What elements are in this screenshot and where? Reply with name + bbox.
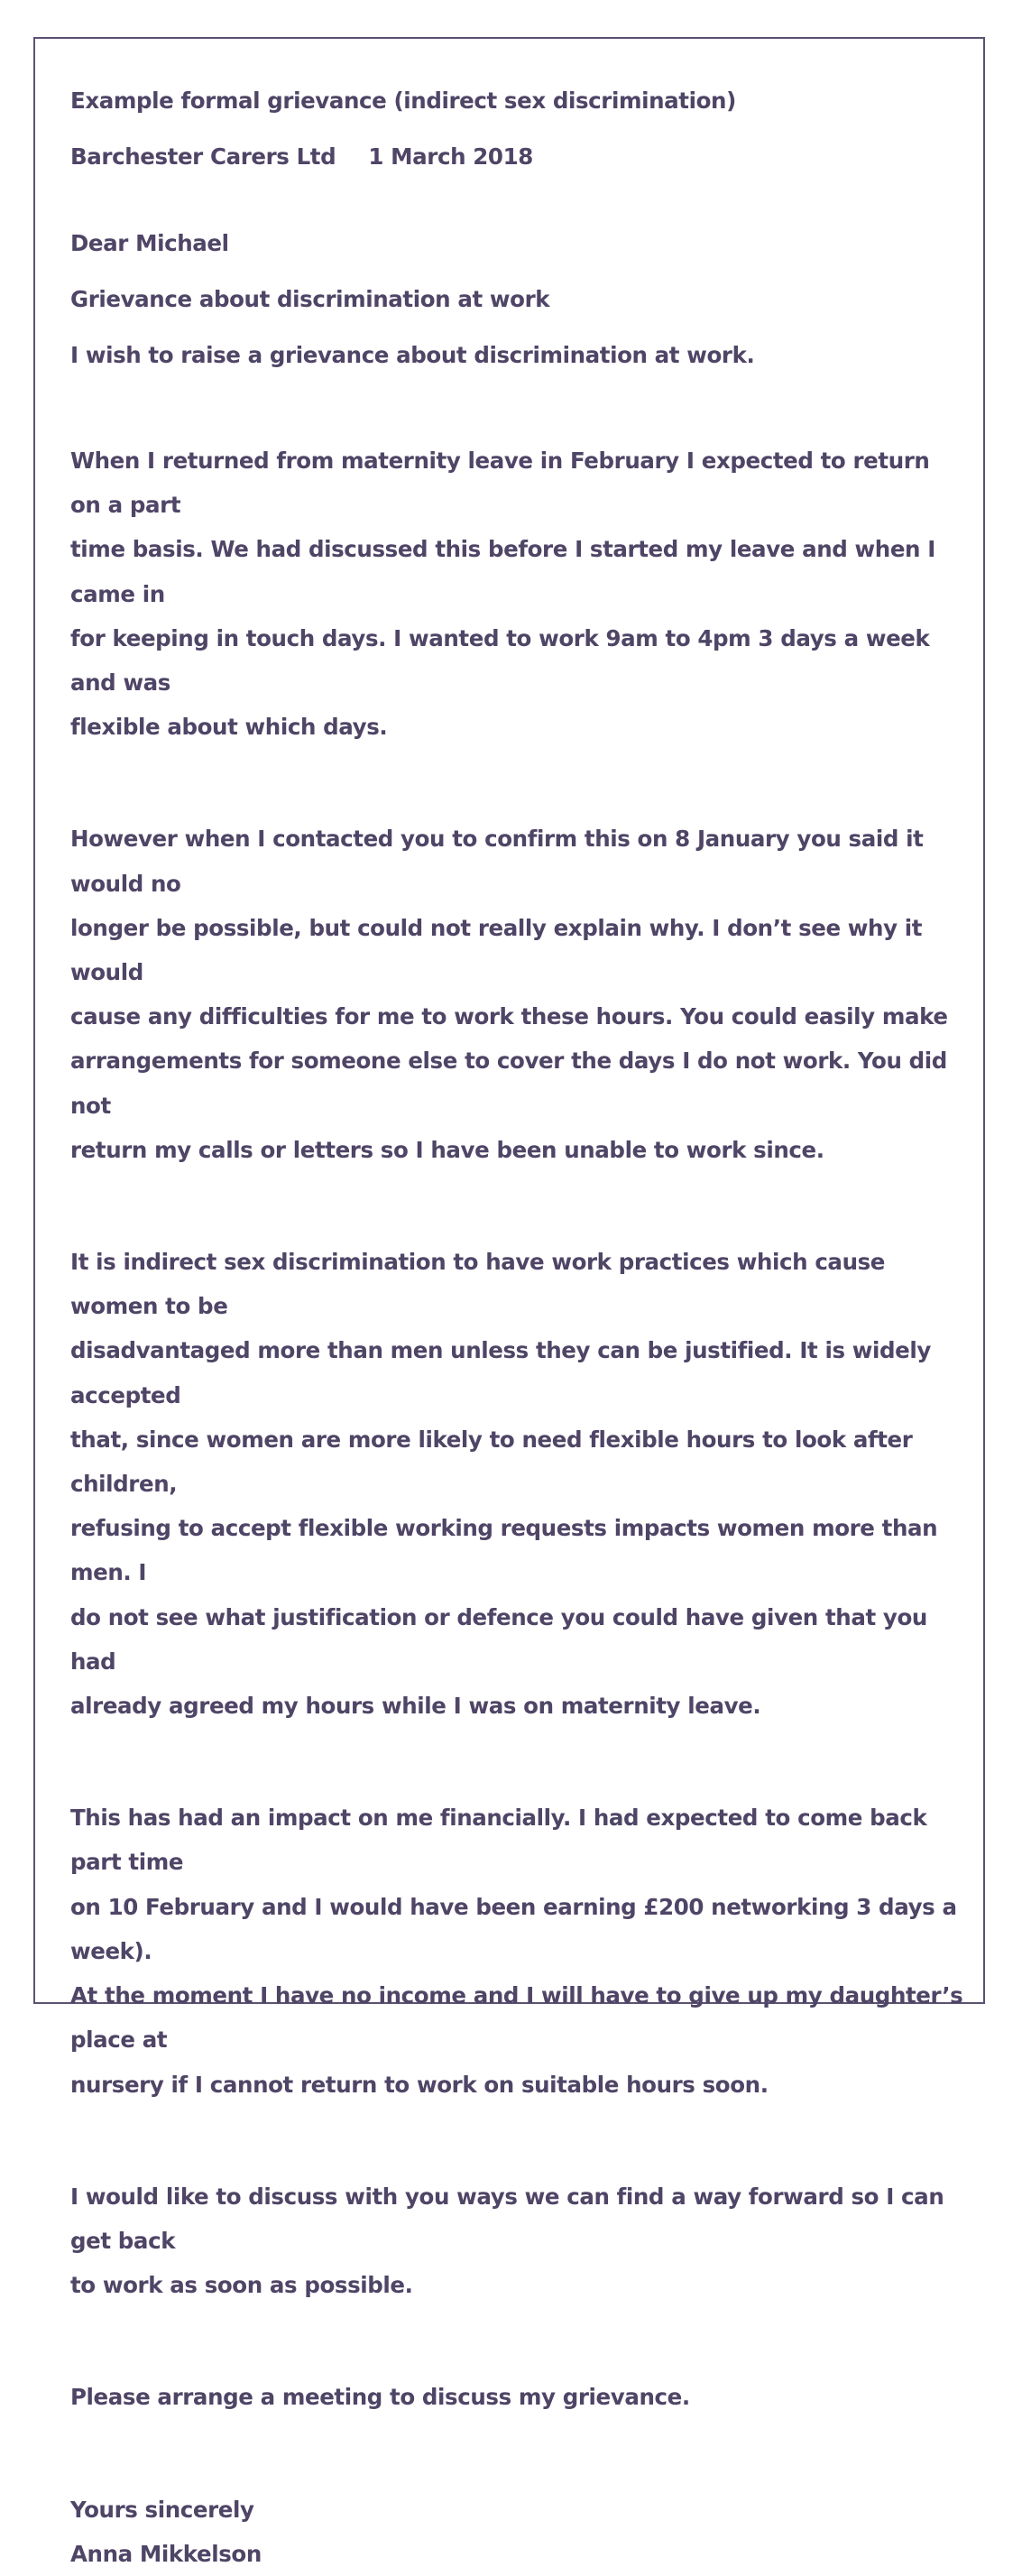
paragraph-line: refusing to accept flexible working requests impacts women more than men. I bbox=[70, 1515, 938, 1586]
paragraph-line: to work as soon as possible. bbox=[70, 2272, 413, 2299]
paragraph-line: nursery if I cannot return to work on suitable hours soon. bbox=[70, 2071, 769, 2098]
signature-name: Anna Mikkelson bbox=[70, 2540, 262, 2567]
paragraph-line: This has had an impact on me financially. I had expected to come back part time bbox=[70, 1805, 927, 1876]
letter-date: 1 March 2018 bbox=[368, 143, 533, 170]
paragraph-line: disadvantaged more than men unless they can be justified. It is widely accepted bbox=[70, 1337, 931, 1408]
paragraph-line: cause any difficulties for me to work these hours. You could easily make bbox=[70, 1003, 948, 1030]
company-name: Barchester Carers Ltd bbox=[70, 143, 336, 170]
paragraph-line: At the moment I have no income and I will have to give up my daughter’s place at bbox=[70, 1982, 963, 2054]
subject-line: Grievance about discrimination at work bbox=[70, 286, 550, 312]
paragraph-line: However when I contacted you to confirm this on 8 January you said it would no bbox=[70, 826, 924, 897]
paragraph-line: Please arrange a meeting to discuss my grievance. bbox=[70, 2384, 690, 2411]
paragraph-line: longer be possible, but could not really explain why. I don’t see why it would bbox=[70, 914, 923, 986]
paragraph-line: time basis. We had discussed this before I started my leave and when I came in bbox=[70, 536, 935, 607]
paragraph-line: arrangements for someone else to cover the days I do not work. You did not bbox=[70, 1048, 947, 1119]
paragraph-maternity-return bbox=[70, 439, 963, 749]
paragraph-line: flexible about which days. bbox=[70, 714, 388, 741]
letter-closing bbox=[70, 2488, 963, 2576]
intro-line: I wish to raise a grievance about discrimination at work. bbox=[70, 342, 755, 368]
paragraph-line: on 10 February and I would have been earning £200 networking 3 days a week). bbox=[70, 1893, 957, 1964]
paragraph-line: do not see what justification or defence you could have given that you had bbox=[70, 1603, 927, 1675]
paragraph-line: It is indirect sex discrimination to have work practices which cause women to be bbox=[70, 1249, 886, 1320]
letter-frame bbox=[33, 37, 985, 2567]
paragraph-line: return my calls or letters so I have been unable to work since. bbox=[70, 1136, 824, 1163]
paragraph-way-forward bbox=[70, 2174, 963, 2308]
paragraph-financial-impact bbox=[70, 1796, 963, 2106]
salutation: Dear Michael bbox=[70, 230, 229, 256]
closing-phrase: Yours sincerely bbox=[70, 2496, 254, 2523]
paragraph-discrimination bbox=[70, 1240, 963, 1728]
paragraph-meeting-request bbox=[70, 2375, 963, 2419]
paragraph-confirmation bbox=[70, 817, 963, 1172]
letter-content bbox=[70, 86, 963, 2576]
paragraph-line: already agreed my hours while I was on maternity leave. bbox=[70, 1693, 761, 1720]
letter-header bbox=[70, 142, 963, 172]
paragraph-line: When I returned from maternity leave in February I expected to return on a part bbox=[70, 448, 930, 519]
document-title: Example formal grievance (indirect sex discrimination) bbox=[70, 88, 736, 114]
paragraph-line: I would like to discuss with you ways we can find a way forward so I can get back bbox=[70, 2183, 944, 2254]
paragraph-line: that, since women are more likely to need flexible hours to look after children, bbox=[70, 1426, 913, 1498]
paragraph-line: for keeping in touch days. I wanted to work 9am to 4pm 3 days a week and was bbox=[70, 624, 930, 697]
